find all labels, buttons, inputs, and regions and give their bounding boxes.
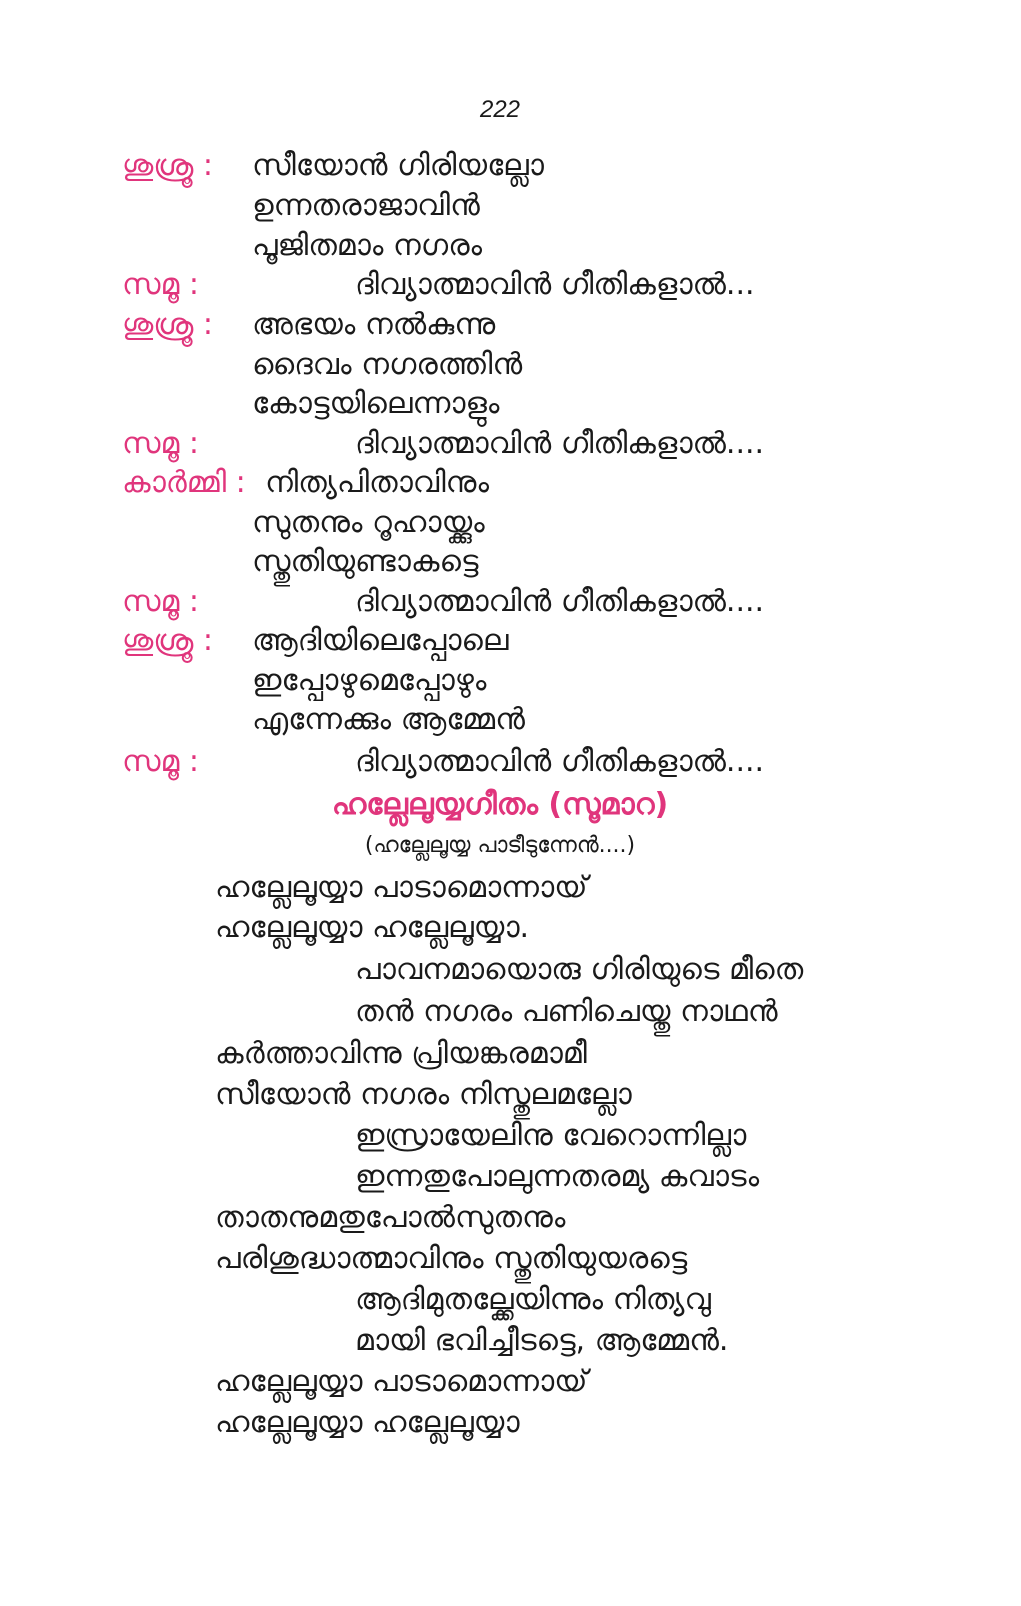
hymn-line: ഇന്നതുപോലുന്നതരമ്യ കവാടം [355,1159,760,1194]
hymn-title: ഹല്ലേലൂയ്യഗീതം (സൂമാറ) [331,787,669,822]
hymn-line: താതനുമതുപോൽസുതനും [215,1200,566,1235]
speaker-label: സമൂ : [122,744,199,779]
hymn-subtitle: (ഹല്ലേലൂയ്യ പാടീടുന്നേൻ....) [364,833,636,858]
speaker-label: സമൂ : [122,584,199,619]
refrain-line: ദിവ്യാത്മാവിൻ ഗീതികളാൽ.... [355,426,765,461]
hymn-line: ഇസ്രായേലിനു വേറൊന്നില്ലാ [355,1118,747,1153]
verse-line: ആദിയിലെപ്പോലെ [252,623,509,658]
hymn-line: സീയോൻ നഗരം നിസ്തുലമല്ലോ [215,1077,632,1112]
hymn-line: കർത്താവിന്നു പ്രിയങ്കരമാമീ [215,1036,587,1071]
verse-line: അഭയം നൽകുന്നു [252,307,496,342]
refrain-line: ദിവ്യാത്മാവിൻ ഗീതികളാൽ.... [355,744,765,779]
hymn-line: പാവനമായൊരു ഗിരിയുടെ മീതെ [355,952,804,987]
speaker-label: കാർമ്മി : [122,465,246,500]
hymn-line: പരിശുദ്ധാത്മാവിനും സ്തുതിയുയരട്ടെ [215,1241,688,1276]
verse-line: സ്തുതിയുണ്ടാകട്ടെ [252,544,479,579]
verse-line: ഉന്നതരാജാവിൻ [252,188,480,223]
hymn-line: മായി ഭവിച്ചീടട്ടെ, ആമ്മേൻ. [355,1323,729,1358]
hymn-line: ഹല്ലേലൂയ്യാ പാടാമൊന്നായ് [215,870,588,905]
verse-line: സുതനും റൂഹായ്ക്കും [252,505,485,540]
hymn-line: ഹല്ലേലൂയ്യാ ഹല്ലേലൂയ്യാ [215,1405,520,1440]
verse-line: സീയോൻ ഗിരിയല്ലോ [252,148,544,183]
verse-line: എന്നേക്കും ആമ്മേൻ [252,702,525,737]
speaker-label: സമൂ : [122,267,199,302]
speaker-label: സമൂ : [122,426,199,461]
verse-line: പൂജിതമാം നഗരം [252,228,483,263]
speaker-label: ശുശ്രൂ : [122,148,214,183]
page-number: 222 [479,96,521,123]
refrain-line: ദിവ്യാത്മാവിൻ ഗീതികളാൽ... [355,267,755,302]
hymn-line: ഹല്ലേലൂയ്യാ പാടാമൊന്നായ് [215,1364,588,1399]
verse-line: ദൈവം നഗരത്തിൻ [252,347,523,382]
speaker-label: ശുശ്രൂ : [122,307,214,342]
refrain-line: ദിവ്യാത്മാവിൻ ഗീതികളാൽ.... [355,584,765,619]
hymn-line: ഹല്ലേലൂയ്യാ ഹല്ലേലൂയ്യാ. [215,910,530,945]
hymn-line: തൻ നഗരം പണിചെയ്തു നാഥൻ [355,994,778,1029]
verse-line: കോട്ടയിലെന്നാളും [252,386,500,421]
hymn-line: ആദിമുതല്ക്കേയിന്നും നിത്യവു [355,1282,711,1317]
verse-line: നിത്യപിതാവിനും [265,465,490,500]
verse-line: ഇപ്പോഴുമെപ്പോഴും [252,663,487,698]
speaker-label: ശുശ്രൂ : [122,623,214,658]
